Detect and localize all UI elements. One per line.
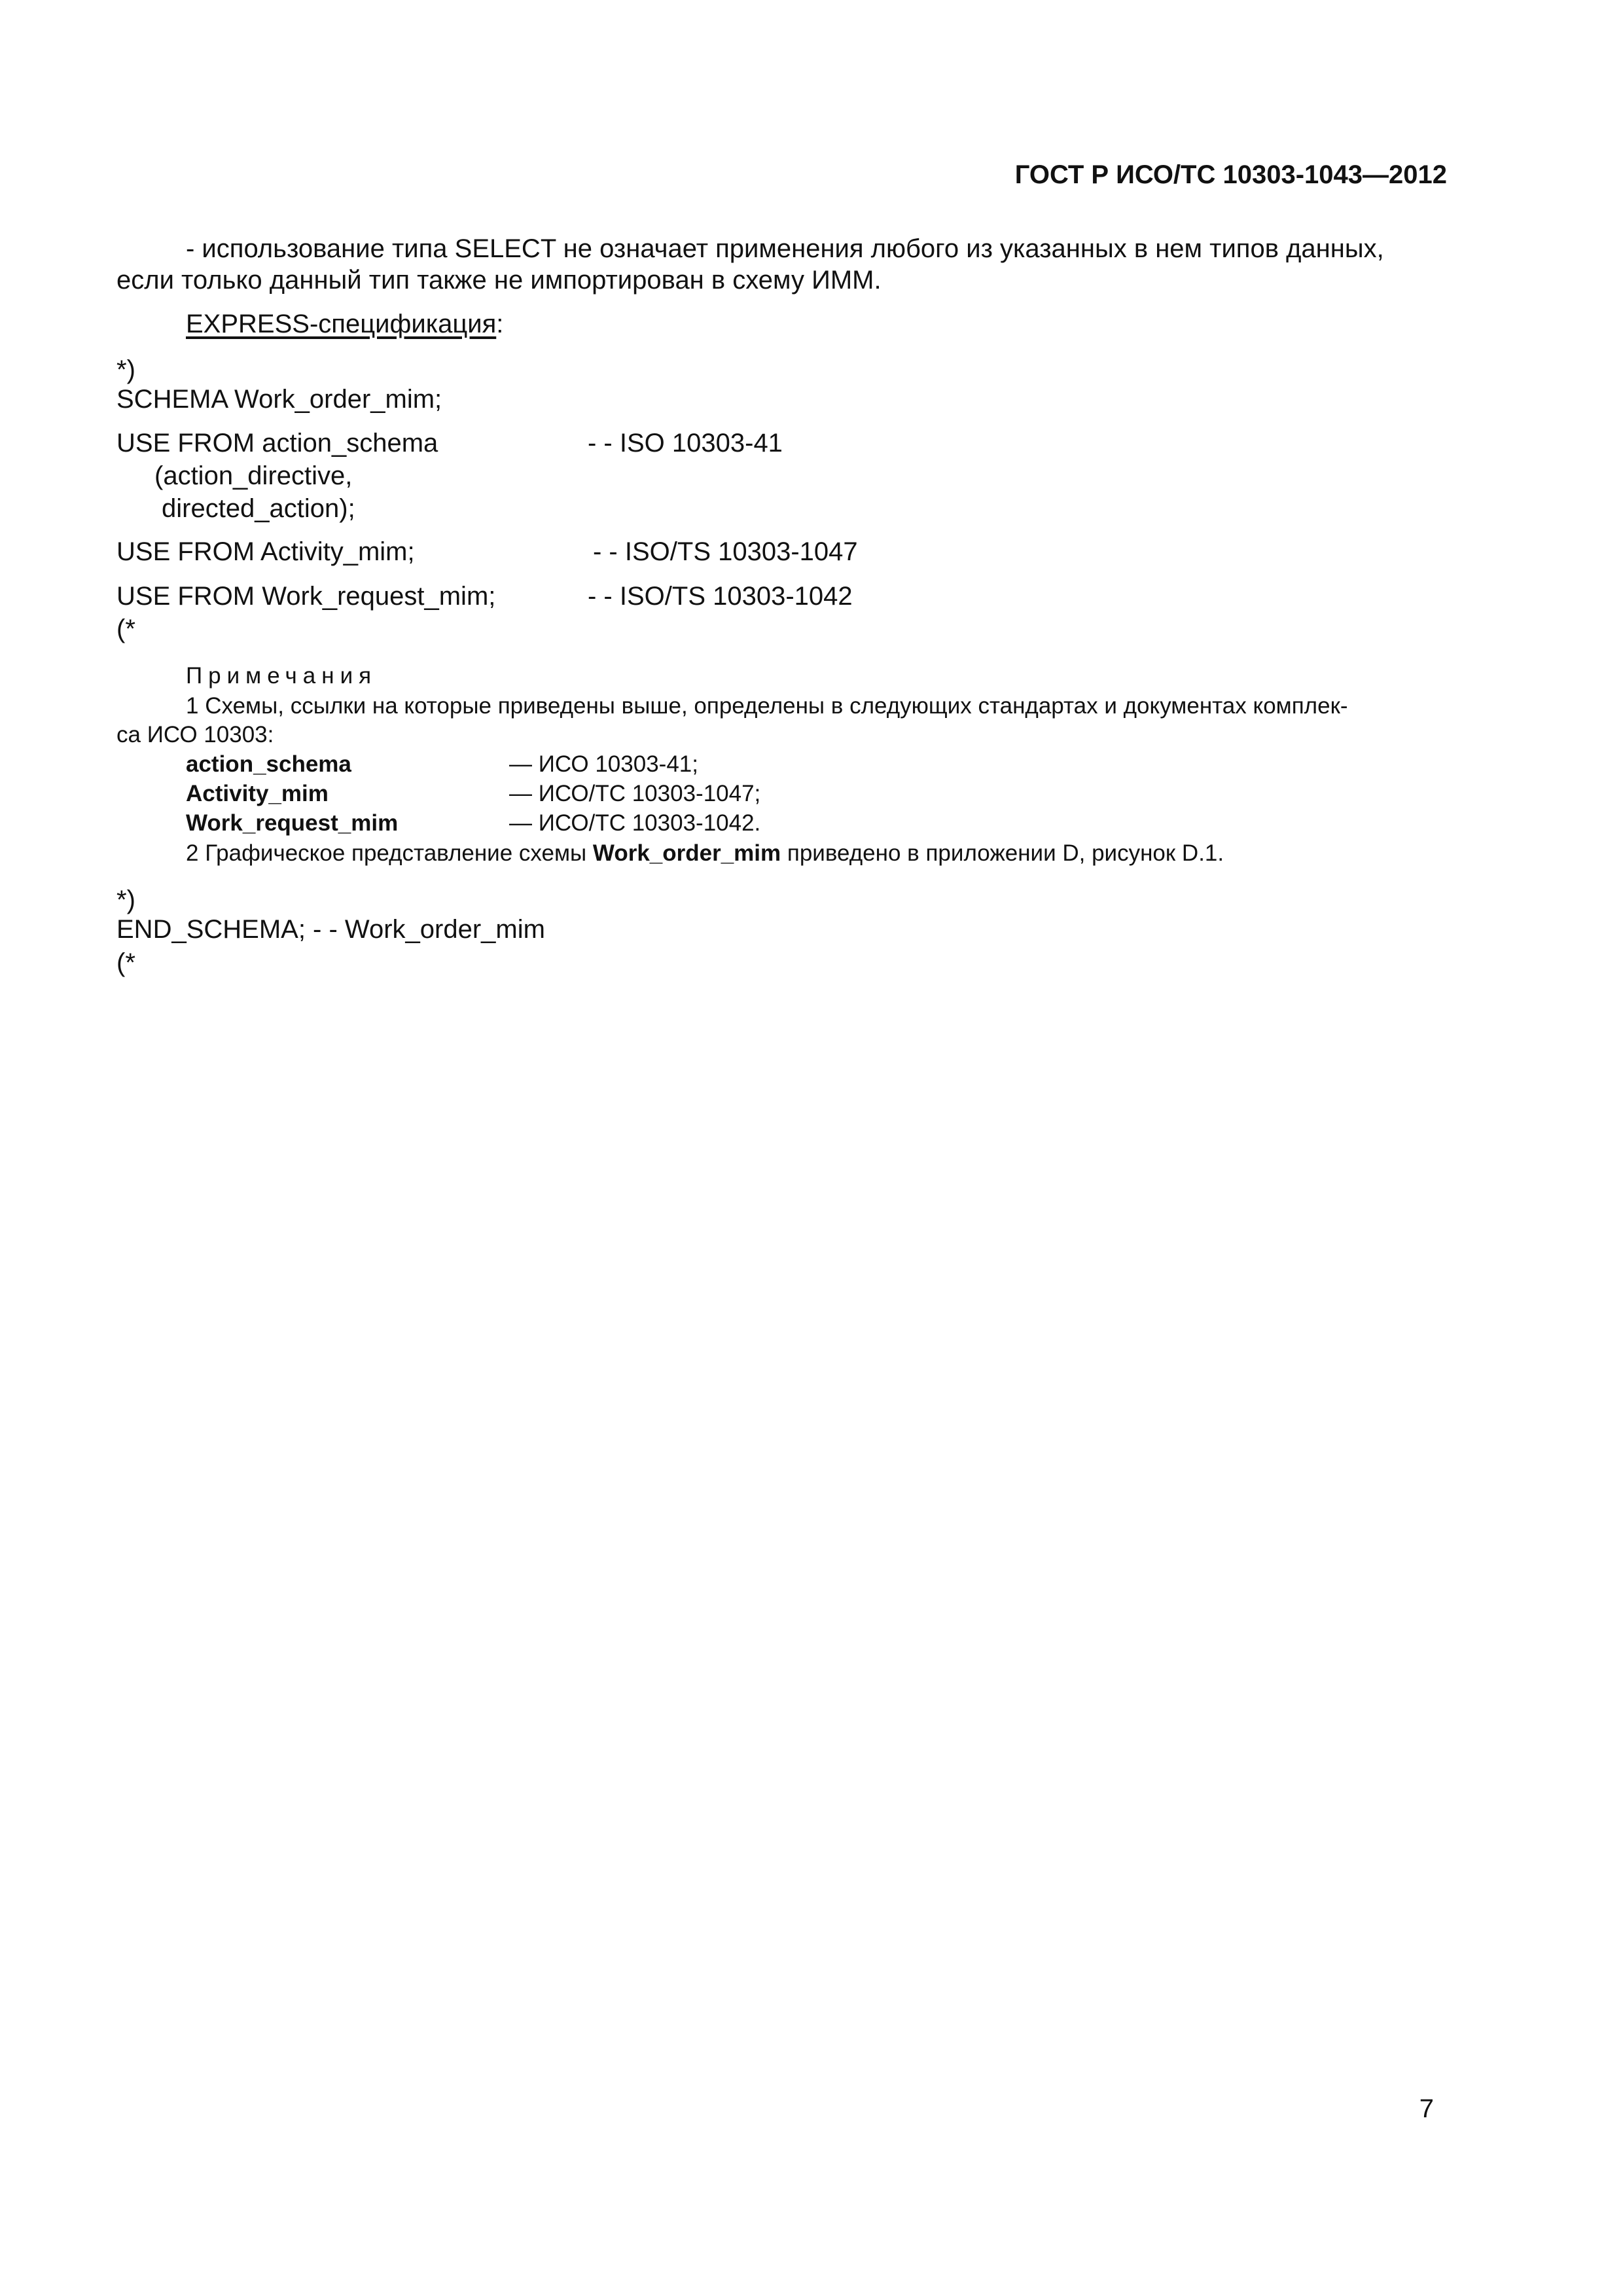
note-2-schema-name: Work_order_mim (592, 840, 781, 866)
notes-title: Примечания (186, 663, 378, 689)
schema-declaration: SCHEMA Work_order_mim; (116, 385, 442, 414)
use-from-work-request-mim: USE FROM Work_request_mim; (116, 582, 496, 611)
ref-doc-work-request-mim: — ИСО/ТС 10303-1042. (509, 810, 761, 836)
ref-doc-action-schema: — ИСО 10303-41; (509, 751, 698, 777)
use-item-directed-action: directed_action); (162, 494, 355, 523)
note-2 (186, 838, 1224, 869)
ref-doc-activity-mim: — ИСО/ТС 10303-1047; (509, 781, 761, 806)
use-from-action-schema-ref: - - ISO 10303-41 (588, 429, 783, 457)
note-1-line-1: 1 Схемы, ссылки на которые приведены выше, определены в следующих стандартах и документах комплек- (186, 693, 1348, 719)
express-spec-heading (186, 308, 503, 340)
end-schema: END_SCHEMA; - - Work_order_mim (116, 915, 545, 944)
intro-line-1: - использование типа SELECT не означает применения любого из указанных в нем типов данных, (186, 234, 1384, 263)
use-from-work-request-mim-ref: - - ISO/TS 10303-1042 (588, 582, 853, 611)
comment-close-1: (* (116, 615, 135, 643)
comment-open-2: *) (116, 886, 135, 914)
ref-name-action-schema: action_schema (186, 751, 351, 777)
ref-name-work-request-mim: Work_request_mim (186, 810, 399, 836)
use-from-activity-mim-ref: - - ISO/TS 10303-1047 (593, 537, 858, 566)
ref-name-activity-mim: Activity_mim (186, 781, 329, 806)
note-2-suffix: приведено в приложении D, рисунок D.1. (781, 840, 1224, 866)
comment-close-2: (* (116, 948, 135, 977)
use-from-action-schema: USE FROM action_schema (116, 429, 438, 457)
document-id: ГОСТ Р ИСО/ТС 10303-1043—2012 (1014, 160, 1447, 189)
comment-open-1: *) (116, 355, 135, 384)
note-1-line-2: са ИСО 10303: (116, 722, 274, 747)
note-2-prefix: 2 Графическое представление схемы (186, 840, 593, 866)
page-number: 7 (1419, 2094, 1434, 2123)
intro-line-2: если только данный тип также не импортирован в схему ИММ. (116, 266, 882, 295)
express-spec-label: EXPRESS-спецификация (186, 310, 497, 338)
use-item-action-directive: (action_directive, (154, 461, 353, 490)
express-spec-colon: : (496, 310, 504, 338)
use-from-activity-mim: USE FROM Activity_mim; (116, 537, 415, 566)
